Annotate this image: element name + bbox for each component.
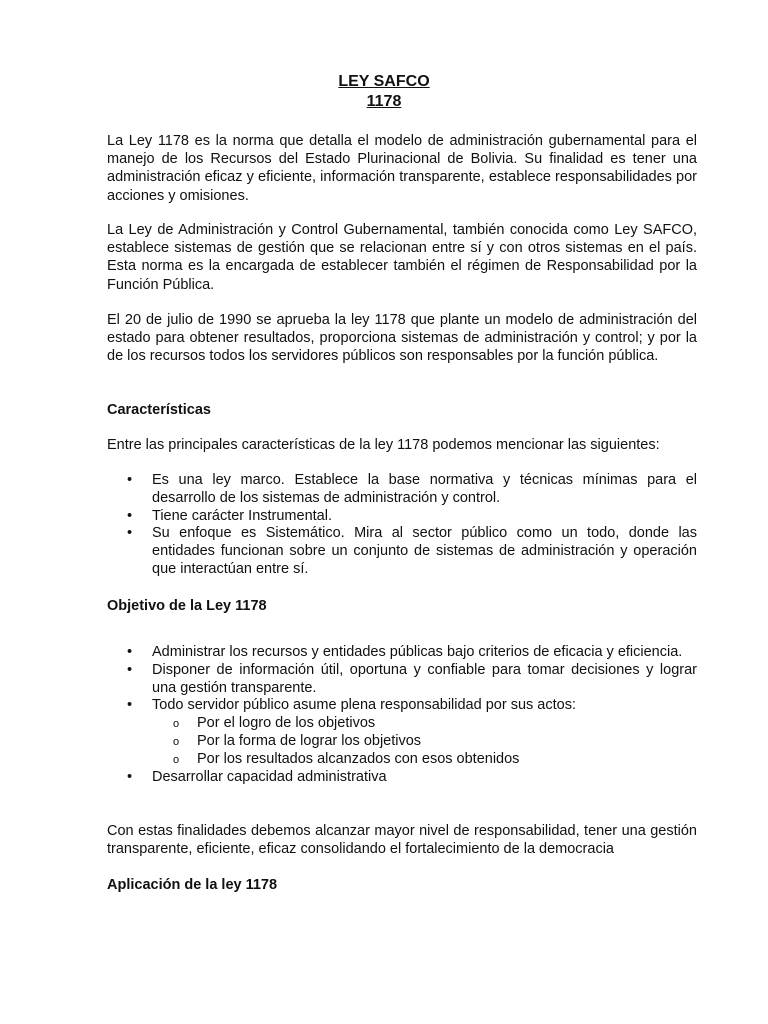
closing-paragraph: Con estas finalidades debemos alcanzar mayor nivel de responsabilidad, tener una gestión transparente, eficiente, eficaz consolidando el fortalecimiento de la democracia bbox=[107, 823, 697, 858]
list-item bbox=[107, 472, 697, 508]
list-item-text: Su enfoque es Sistemático. Mira al sector público como un todo, donde las entidades funcionan sobre un conjunto de sistemas de administración y operación que interactúan entre sí. bbox=[152, 525, 697, 577]
sub-list-item-text: Por la forma de lograr los objetivos bbox=[197, 732, 422, 749]
paragraph-3: El 20 de julio de 1990 se aprueba la ley 1178 que plante un modelo de administración del estado para obtener resultados, proporciona sistemas de administración y control; y por la de los recursos todos los servidores públicos son responsables por la función pública. bbox=[107, 312, 697, 365]
bullet-icon: • bbox=[127, 507, 133, 524]
paragraph-intro bbox=[107, 132, 697, 205]
caracteristicas-intro bbox=[107, 436, 697, 454]
list-item bbox=[107, 525, 697, 578]
list-item bbox=[107, 769, 697, 787]
title-line-1: LEY SAFCO bbox=[338, 73, 430, 90]
list-item-text: Disponer de información útil, oportuna y confiable para tomar decisiones y lograr una gestión transparente. bbox=[152, 661, 697, 696]
objetivo-list bbox=[107, 644, 697, 786]
list-item-text: Desarrollar capacidad administrativa bbox=[152, 768, 387, 785]
document-title bbox=[0, 72, 768, 112]
sub-list-item-text: Por el logro de los objetivos bbox=[197, 715, 376, 732]
caracteristicas-list bbox=[107, 472, 697, 579]
bullet-icon: • bbox=[127, 472, 133, 488]
sub-list bbox=[152, 715, 697, 768]
list-item bbox=[107, 644, 697, 662]
bullet-icon: • bbox=[127, 697, 133, 714]
sub-list-item bbox=[152, 715, 697, 733]
list-item-text: Es una ley marco. Establece la base normativa y técnicas mínimas para el desarrollo de los sistemas de administración y control. bbox=[152, 472, 697, 506]
circle-bullet-icon: o bbox=[173, 735, 180, 748]
list-item bbox=[107, 508, 697, 526]
heading-caracteristicas: Características bbox=[107, 402, 211, 418]
list-item bbox=[107, 697, 697, 768]
list-item bbox=[107, 662, 697, 698]
list-item-text: Administrar los recursos y entidades públicas bajo criterios de eficacia y eficiencia. bbox=[152, 644, 683, 660]
title-line-2: 1178 bbox=[366, 93, 402, 110]
heading-aplicacion: Aplicación de la ley 1178 bbox=[107, 877, 278, 893]
bullet-icon: • bbox=[127, 525, 133, 542]
sub-list-item-text: Por los resultados alcanzados con esos obtenidos bbox=[197, 750, 520, 767]
paragraph-history bbox=[107, 311, 697, 366]
circle-bullet-icon: o bbox=[173, 718, 180, 731]
heading-objetivo: Objetivo de la Ley 1178 bbox=[107, 598, 267, 614]
paragraph-safco bbox=[107, 221, 697, 294]
list-item-text: Todo servidor público asume plena responsabilidad por sus actos: bbox=[152, 697, 576, 714]
paragraph-1: La Ley 1178 es la norma que detalla el modelo de administración gubernamental para el manejo de los Recursos del Estado Plurinacional de Bolivia. Su finalidad es tener una administración eficaz y eficiente, información transparente, establece responsabilidades por acciones y omisiones. bbox=[107, 133, 697, 204]
list-item-text: Tiene carácter Instrumental. bbox=[152, 507, 332, 524]
objetivo-closing bbox=[107, 822, 697, 858]
bullet-icon: • bbox=[127, 661, 133, 678]
sub-list-item bbox=[152, 751, 697, 769]
sub-list-item bbox=[152, 733, 697, 751]
caracteristicas-intro-text: Entre las principales características de la ley 1178 podemos mencionar las siguientes: bbox=[107, 437, 660, 453]
bullet-icon: • bbox=[127, 644, 133, 660]
circle-bullet-icon: o bbox=[173, 753, 180, 766]
paragraph-2: La Ley de Administración y Control Gubernamental, también conocida como Ley SAFCO, establece sistemas de gestión que se relacionan entre sí y con otros sistemas en el país. Esta norma es la encargada de establecer también el régimen de Responsabilidad por la Función Pública. bbox=[107, 222, 697, 293]
bullet-icon: • bbox=[127, 768, 133, 785]
